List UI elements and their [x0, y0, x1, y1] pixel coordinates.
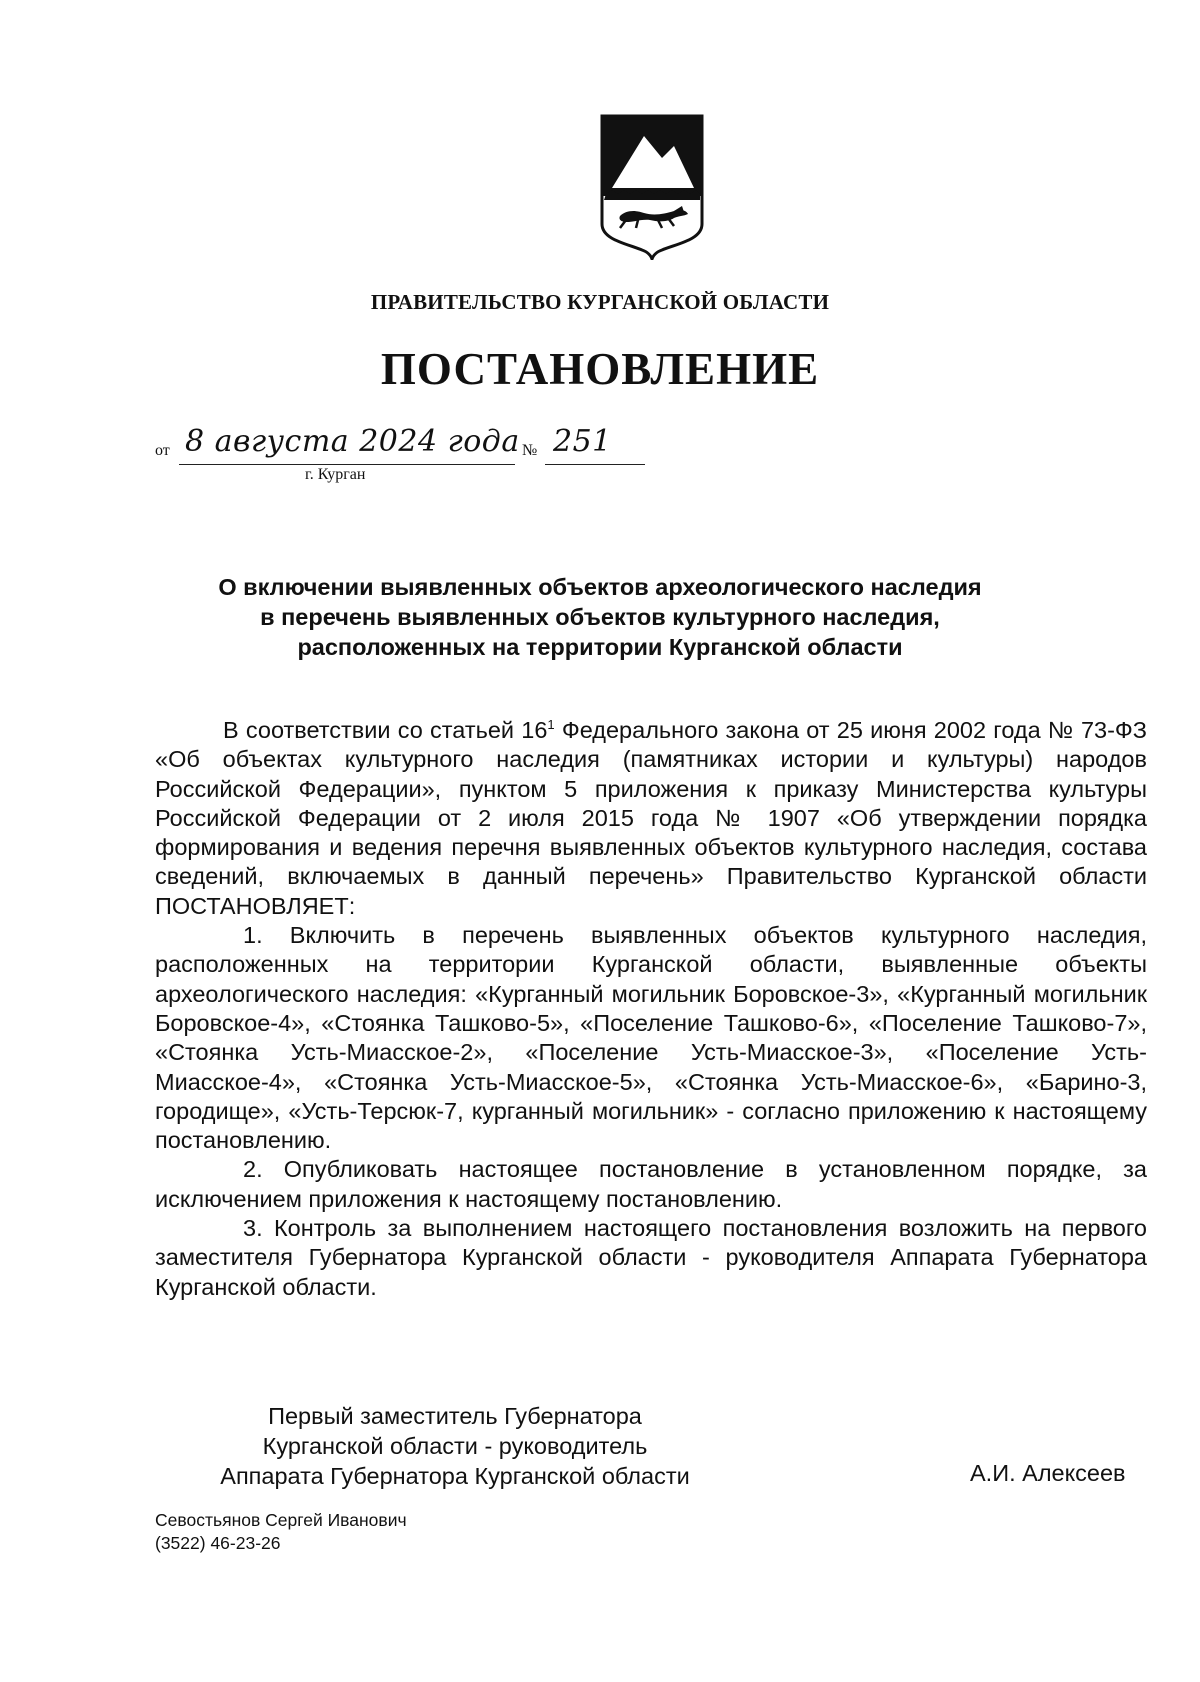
kurgan-oblast-coat-of-arms-icon [596, 112, 708, 260]
position-line: Аппарата Губернатора Курганской области [220, 1463, 690, 1489]
resolution-item-1: 1. Включить в перечень выявленных объектов культурного наследия, расположенных на территории Курганской области, выявленные объекты археологического наследия: «Курганный могильник Боровское-3», «Курганный могильник Боровское-4», «Стоянка Ташково-5», «Поселение Ташково-6», «Поселение Ташково-7», «Стоянка Усть-Миасское-2», «Поселение Усть-Миасское-3», «Поселение Усть-Миасское-4», «Стоянка Усть-Миасское-5», «Стоянка Усть-Миасское-6», «Барино-3, городище», «Усть-Терсюк-7, курганный могильник» - согласно приложению к настоящему постановлению. [155, 922, 1147, 1154]
preamble-paragraph: В соответствии со статьей $16^1$ Федерального закона от 25 июня 2002 года № 73-ФЗ «Об объектах культурного наследия (памятниках истории и культуры) народов Российской Федерации», пунктом 5 приложения к приказу Министерства культуры Российской Федерации от 2 июля 2015 года № 1907 «Об утверждении порядка формирования и ведения перечня выявленных объектов культурного наследия, состава сведений, включаемых в данный перечень» Правительство Курганской области ПОСТАНОВЛЯЕТ: [155, 717, 1147, 919]
number-label: № [522, 442, 538, 459]
date-number-row [155, 424, 655, 483]
document-body [155, 716, 1147, 1302]
executor-phone: (3522) 46-23-26 [155, 1533, 281, 1553]
date-underline [179, 464, 515, 465]
signatory-position [155, 1401, 755, 1491]
title-line: в перечень выявленных объектов культурного наследия, [260, 604, 940, 630]
executor-name: Севостьянов Сергей Иванович [155, 1510, 407, 1530]
government-name: ПРАВИТЕЛЬСТВО КУРГАНСКОЙ ОБЛАСТИ [370, 290, 830, 314]
from-label: от [155, 442, 170, 459]
resolution-item-3: 3. Контроль за выполнением настоящего постановления возложить на первого заместителя Губернатора Курганской области - руководителя Аппарата Губернатора Курганской области. [155, 1215, 1147, 1300]
resolution-item-2: 2. Опубликовать настоящее постановление в установленном порядке, за исключением приложения к настоящему постановлению. [155, 1156, 1147, 1212]
city-label: г. Курган [305, 466, 366, 483]
number-underline [545, 464, 645, 465]
executor-info [155, 1509, 407, 1555]
position-line: Первый заместитель Губернатора [268, 1403, 642, 1429]
handwritten-number: 251 [553, 424, 612, 459]
superscript: 1 [547, 717, 555, 733]
position-line: Курганской области - руководитель [262, 1433, 648, 1459]
handwritten-date: 8 августа 2024 года [185, 424, 520, 459]
title-line: расположенных на территории Курганской области [297, 634, 903, 660]
signatory-name: А.И. Алексеев [970, 1460, 1126, 1486]
document-type-heading: ПОСТАНОВЛЕНИЕ [380, 344, 820, 394]
title-line: О включении выявленных объектов археологического наследия [218, 574, 982, 600]
document-title [0, 572, 1200, 662]
